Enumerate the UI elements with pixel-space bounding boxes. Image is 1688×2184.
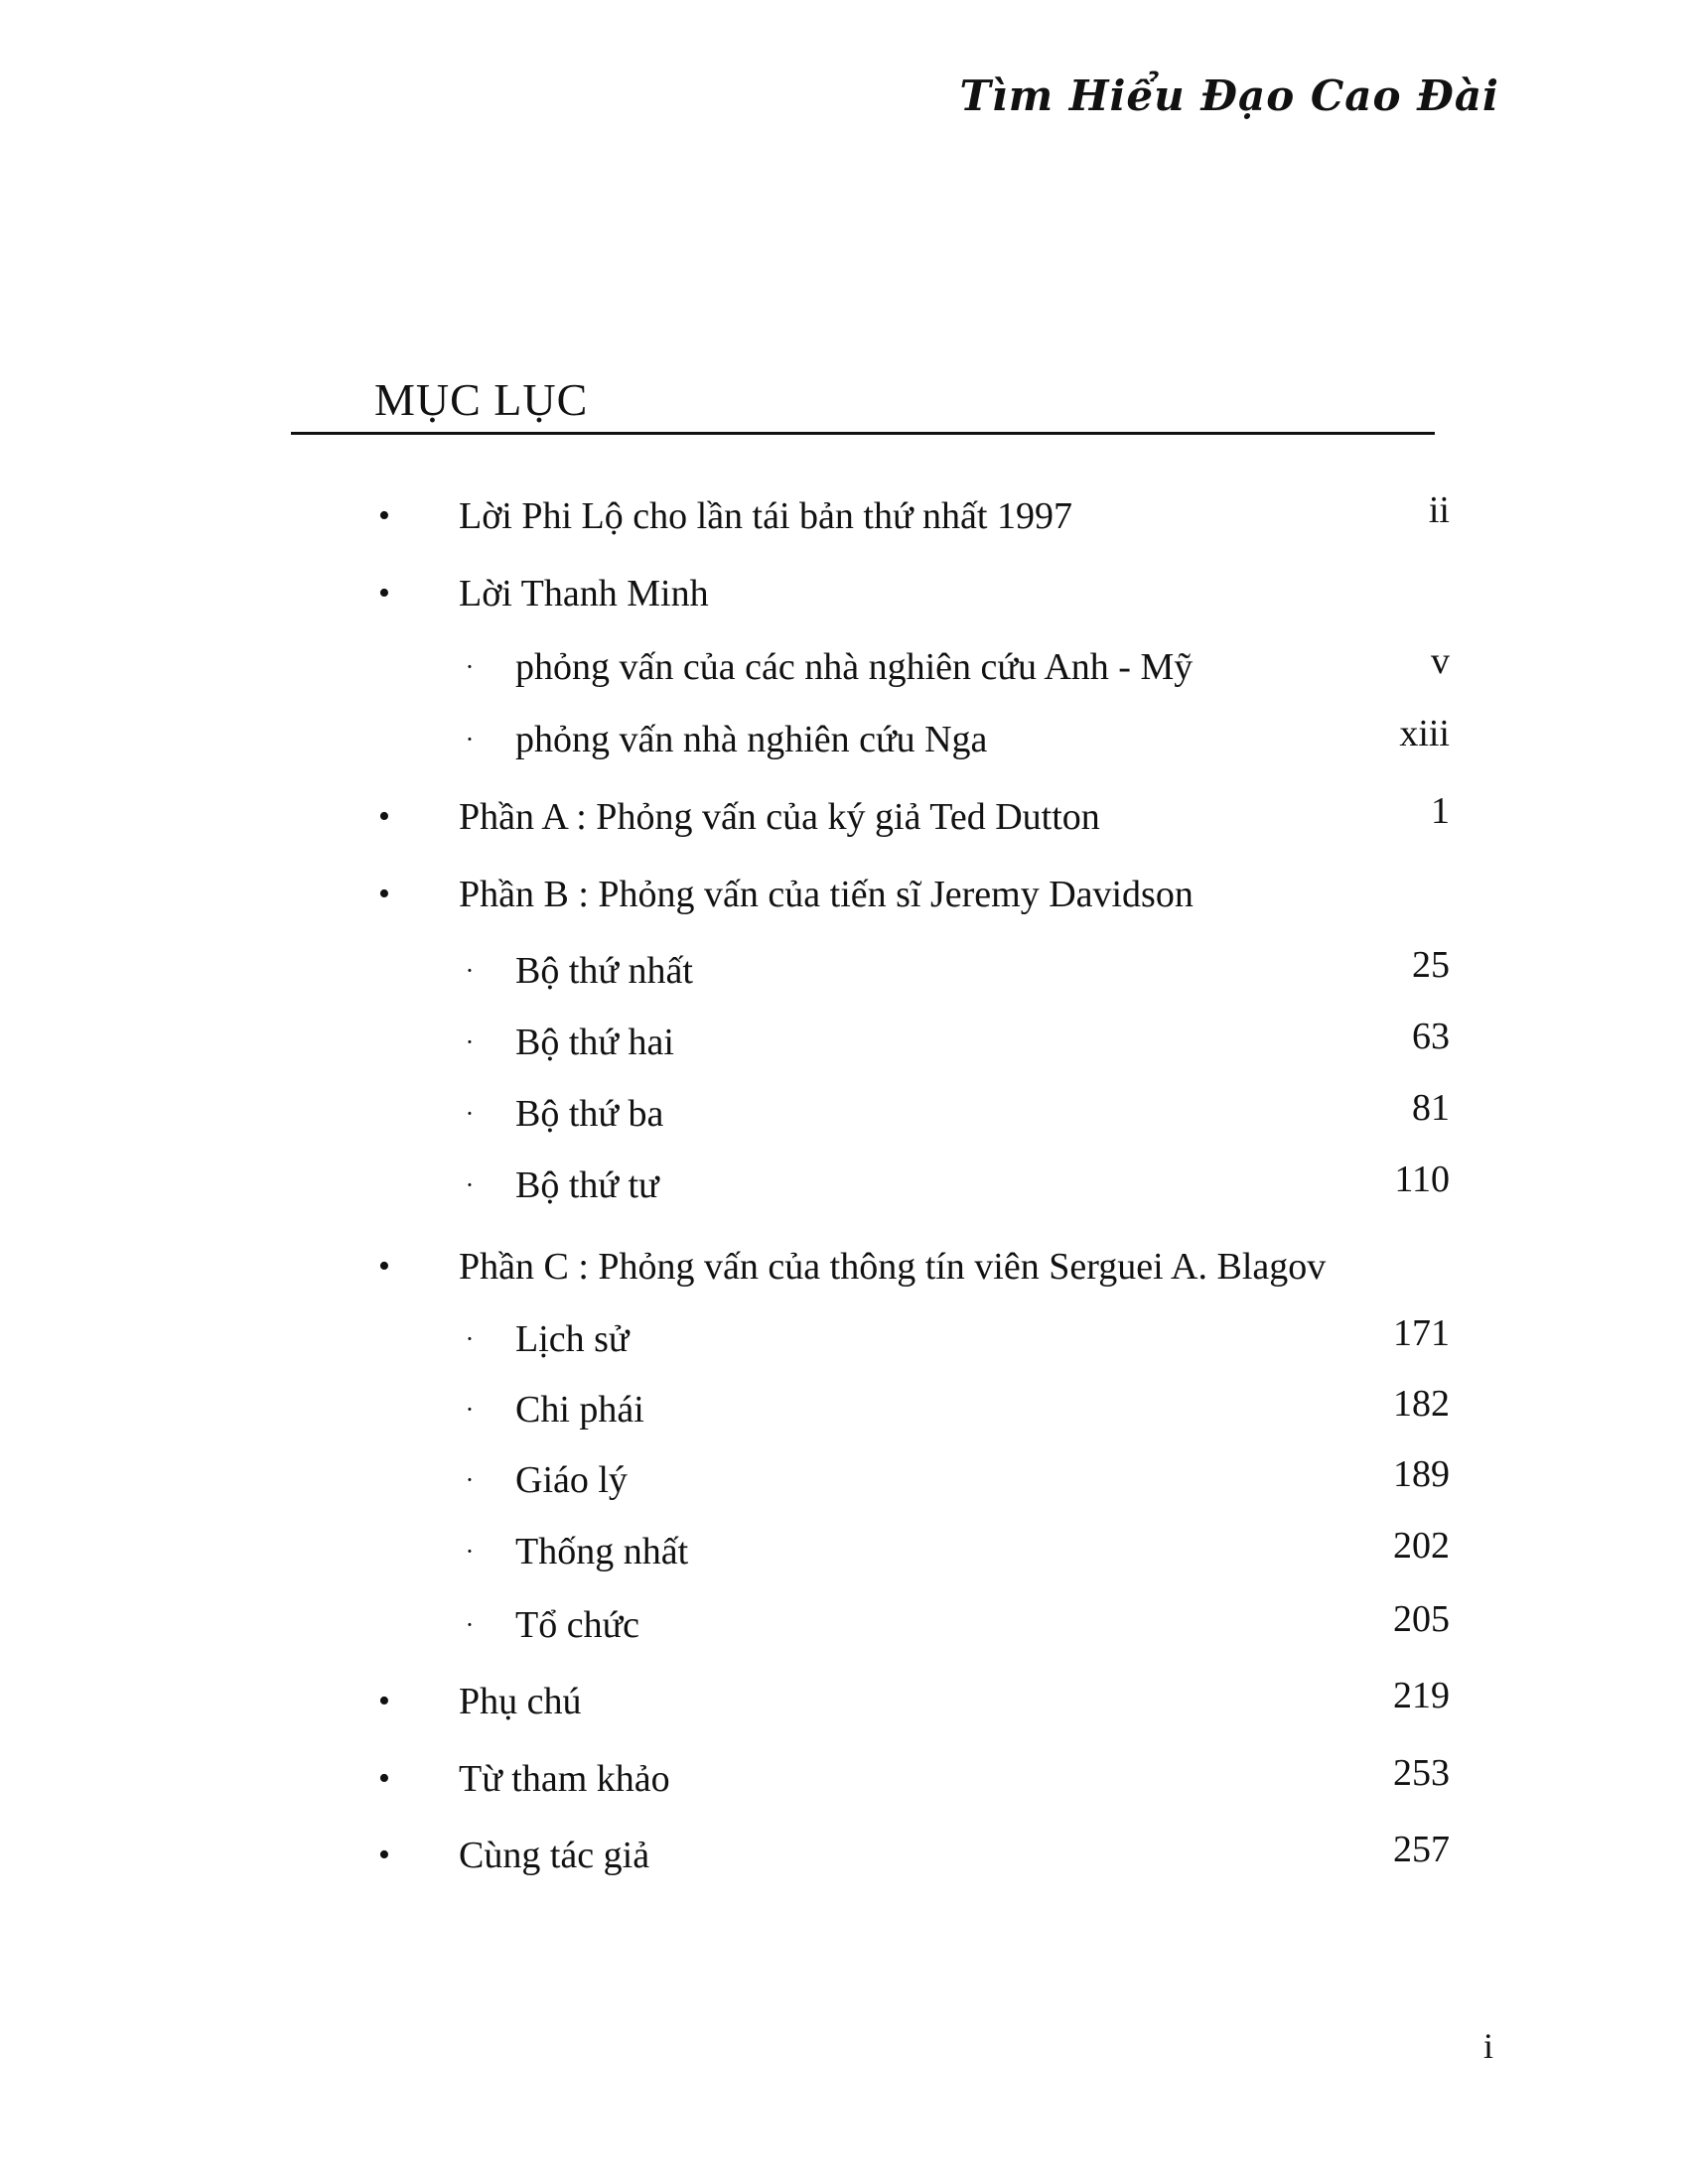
bullet-icon: • — [378, 798, 390, 835]
toc-entry-page: 110 — [1394, 1159, 1450, 1200]
toc-entry-label: Chi phái — [515, 1389, 644, 1431]
bullet-icon: • — [378, 1760, 390, 1797]
bullet-icon: · — [465, 956, 475, 985]
toc-entry-label: Phần A : Phỏng vấn của ký giả Ted Dutton — [459, 796, 1100, 838]
toc-entry — [0, 1828, 1688, 1883]
toc-entry — [0, 943, 1688, 999]
toc-entry-page: 205 — [1393, 1598, 1450, 1640]
bullet-icon: · — [465, 1099, 475, 1128]
bullet-icon: • — [378, 1248, 390, 1285]
toc-entry — [0, 1597, 1688, 1653]
toc-entry — [0, 1674, 1688, 1729]
toc-entry — [0, 1382, 1688, 1437]
toc-entry-label: Từ tham khảo — [459, 1758, 670, 1800]
bullet-icon: · — [465, 1610, 475, 1639]
toc-entry-page: 219 — [1393, 1675, 1450, 1716]
toc-entry — [0, 1524, 1688, 1579]
toc-entry — [0, 639, 1688, 695]
toc-entry-page: v — [1431, 640, 1450, 682]
toc-entry — [0, 488, 1688, 544]
toc-entry-label: phỏng vấn nhà nghiên cứu Nga — [515, 719, 988, 760]
toc-entry-page: 257 — [1393, 1829, 1450, 1870]
title-rule — [291, 432, 1435, 435]
toc-entry-label: Lời Thanh Minh — [459, 573, 709, 614]
toc-entry — [0, 1311, 1688, 1367]
toc-entry — [0, 1015, 1688, 1070]
toc-entry-label: Tổ chức — [515, 1604, 640, 1646]
toc-entry-page: 63 — [1412, 1016, 1450, 1057]
bullet-icon: · — [465, 1537, 475, 1566]
bullet-icon: · — [465, 1027, 475, 1056]
bullet-icon: • — [378, 1837, 390, 1873]
toc-entry-label: Cùng tác giả — [459, 1835, 650, 1876]
bullet-icon: · — [465, 652, 475, 681]
toc-entry — [0, 1086, 1688, 1142]
toc-entry-page: 202 — [1393, 1525, 1450, 1567]
bullet-icon: • — [378, 1683, 390, 1719]
toc-entry-label: Bộ thứ ba — [515, 1093, 664, 1135]
toc-entry-label: Bộ thứ nhất — [515, 950, 693, 992]
toc-entry-page: xiii — [1399, 713, 1450, 754]
toc-entry-page: 81 — [1412, 1087, 1450, 1129]
toc-entry — [0, 789, 1688, 845]
toc-entry-label: Bộ thứ tư — [515, 1164, 659, 1206]
toc-entry-label: Lời Phi Lộ cho lần tái bản thứ nhất 1997 — [459, 495, 1072, 537]
bullet-icon: • — [378, 876, 390, 912]
toc-entry — [0, 867, 1688, 922]
toc-entry-page: 171 — [1393, 1312, 1450, 1354]
toc-entry-label: Bộ thứ hai — [515, 1022, 674, 1063]
toc-entry — [0, 1751, 1688, 1807]
toc-entry — [0, 1452, 1688, 1508]
toc-entry — [0, 712, 1688, 767]
toc-entry-label: Phần C : Phỏng vấn của thông tín viên Serguei A. Blagov — [459, 1246, 1327, 1288]
toc-entry-label: Phụ chú — [459, 1681, 582, 1722]
toc-entry — [0, 566, 1688, 621]
toc-entry-page: 1 — [1431, 790, 1450, 832]
bullet-icon: · — [465, 1170, 475, 1199]
bullet-icon: · — [465, 1324, 475, 1353]
toc-entry-page: 25 — [1412, 944, 1450, 986]
running-header: Tìm Hiểu Đạo Cao Đài — [959, 71, 1499, 120]
toc-entry-label: Giáo lý — [515, 1459, 628, 1501]
toc-entry-label: Phần B : Phỏng vấn của tiến sĩ Jeremy Davidson — [459, 874, 1194, 915]
bullet-icon: • — [378, 497, 390, 534]
toc-entry-label: phỏng vấn của các nhà nghiên cứu Anh - Mỹ — [515, 646, 1194, 688]
bullet-icon: · — [465, 725, 475, 753]
bullet-icon: • — [378, 575, 390, 612]
page-number: i — [1482, 2026, 1493, 2066]
toc-entry-label: Thống nhất — [515, 1531, 689, 1572]
toc-entry-label: Lịch sử — [515, 1318, 630, 1360]
toc-entry-page: 253 — [1393, 1752, 1450, 1794]
toc-entry-page: ii — [1428, 489, 1450, 531]
toc-entry-page: 189 — [1393, 1453, 1450, 1495]
bullet-icon: · — [465, 1395, 475, 1424]
toc-entry — [0, 1158, 1688, 1213]
page-title: MỤC LỤC — [374, 373, 589, 425]
toc-entry-page: 182 — [1393, 1383, 1450, 1425]
bullet-icon: · — [465, 1465, 475, 1494]
toc-entry — [0, 1239, 1688, 1295]
